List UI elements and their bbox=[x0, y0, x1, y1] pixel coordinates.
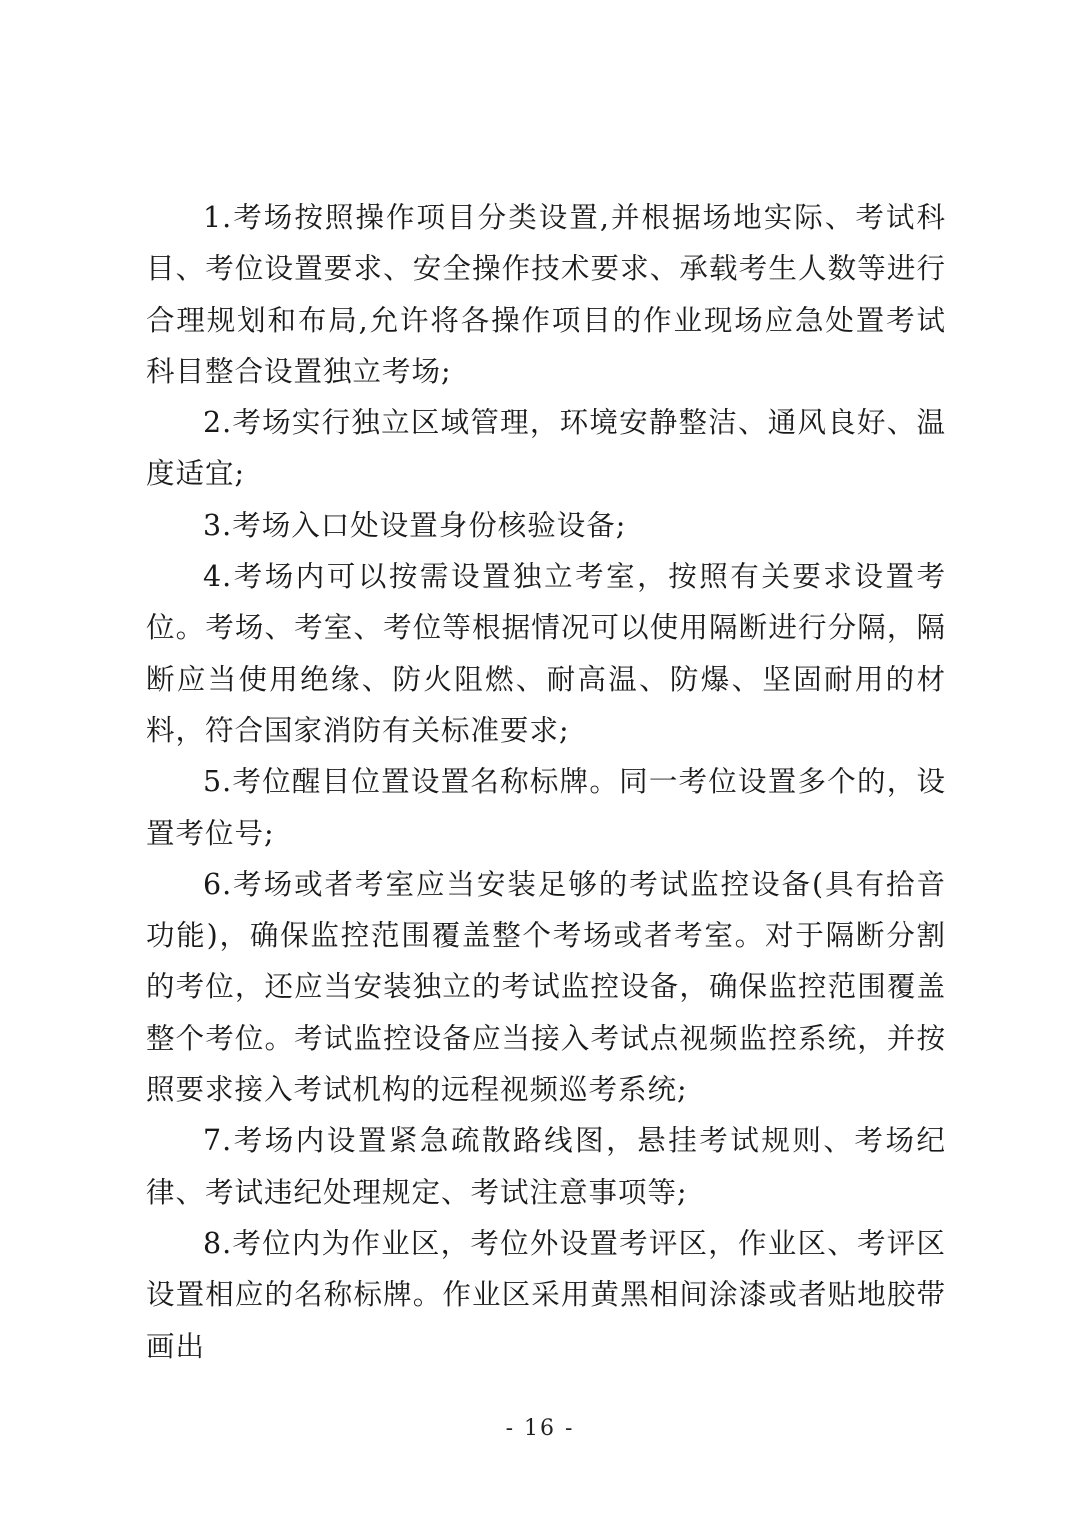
page-number: - 16 - bbox=[505, 1416, 575, 1441]
paragraph-item-1: 1.考场按照操作项目分类设置,并根据场地实际、考试科目、考位设置要求、安全操作技术要求、承载考生人数等进行合理规划和布局,允许将各操作项目的作业现场应急处置考试科目整合设置独立考场; bbox=[146, 201, 946, 388]
paragraph-item-8: 8.考位内为作业区，考位外设置考评区，作业区、考评区设置相应的名称标牌。作业区采用黄黑相间涂漆或者贴地胶带画出 bbox=[146, 1226, 946, 1363]
paragraph-item-4: 4.考场内可以按需设置独立考室，按照有关要求设置考位。考场、考室、考位等根据情况可以使用隔断进行分隔，隔断应当使用绝缘、防火阻燃、耐高温、防爆、坚固耐用的材料，符合国家消防有关标准要求; bbox=[146, 560, 946, 747]
paragraph-item-6: 6.考场或者考室应当安装足够的考试监控设备(具有拾音功能)，确保监控范围覆盖整个考场或者考室。对于隔断分割的考位，还应当安装独立的考试监控设备，确保监控范围覆盖整个考位。考试监控设备应当接入考试点视频监控系统，并按照要求接入考试机构的远程视频巡考系统; bbox=[146, 867, 946, 1107]
paragraph-item-5: 5.考位醒目位置设置名称标牌。同一考位设置多个的，设置考位号; bbox=[146, 765, 946, 850]
paragraph-item-7: 7.考场内设置紧急疏散路线图，悬挂考试规则、考场纪律、考试违纪处理规定、考试注意事项等; bbox=[146, 1124, 946, 1209]
paragraph-item-3: 3.考场入口处设置身份核验设备; bbox=[203, 508, 627, 542]
document-body bbox=[146, 192, 946, 1372]
paragraph-item-2: 2.考场实行独立区域管理，环境安静整洁、通风良好、温度适宜; bbox=[146, 406, 946, 491]
